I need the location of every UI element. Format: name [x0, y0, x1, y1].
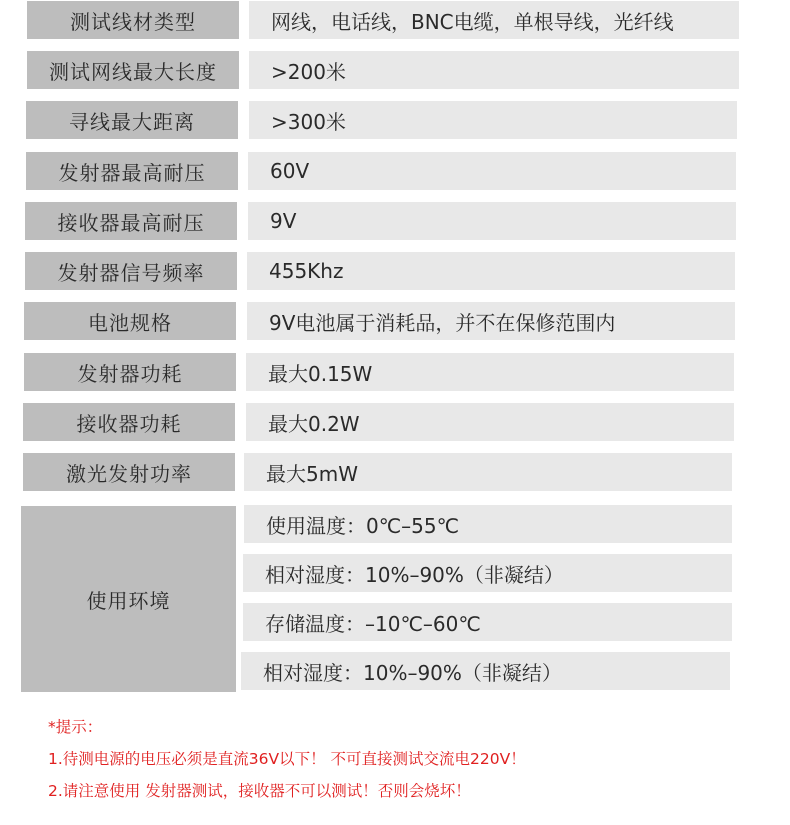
note-item: 2.请注意使用 发射器测试，接收器不可以测试！否则会烧坏！	[48, 782, 471, 800]
environment-value: 相对湿度：10%–90%（非凝结）	[243, 554, 732, 592]
spec-label: 发射器最高耐压	[26, 152, 238, 190]
spec-label: 测试线材类型	[27, 1, 239, 39]
spec-label: 电池规格	[24, 302, 236, 340]
environment-value: 存储温度：–10℃–60℃	[243, 603, 732, 641]
spec-value: >300米	[249, 101, 737, 139]
spec-label: 发射器信号频率	[25, 252, 237, 290]
spec-value: 网线，电话线，BNC电缆，单根导线，光纤线	[249, 1, 739, 39]
spec-label: 寻线最大距离	[26, 101, 238, 139]
environment-label: 使用环境	[21, 506, 236, 692]
spec-value: 9V	[248, 202, 736, 240]
spec-value: >200米	[249, 51, 739, 89]
notes-section	[48, 716, 526, 812]
note-item: 1.待测电源的电压必须是直流36V以下！ 不可直接测试交流电220V！	[48, 750, 526, 768]
spec-value: 9V电池属于消耗品，并不在保修范围内	[247, 302, 735, 340]
spec-label: 激光发射功率	[23, 453, 235, 491]
spec-value: 最大5mW	[244, 453, 732, 491]
spec-label: 测试网线最大长度	[27, 51, 239, 89]
spec-value: 最大0.15W	[246, 353, 734, 391]
spec-value: 最大0.2W	[246, 403, 734, 441]
notes-title: *提示：	[48, 718, 103, 736]
environment-value: 使用温度：0℃–55℃	[244, 505, 732, 543]
spec-label: 接收器功耗	[23, 403, 235, 441]
spec-value: 455Khz	[247, 252, 735, 290]
spec-value: 60V	[248, 152, 736, 190]
spec-label: 发射器功耗	[24, 353, 236, 391]
spec-label: 接收器最高耐压	[25, 202, 237, 240]
environment-value: 相对湿度：10%–90%（非凝结）	[241, 652, 730, 690]
